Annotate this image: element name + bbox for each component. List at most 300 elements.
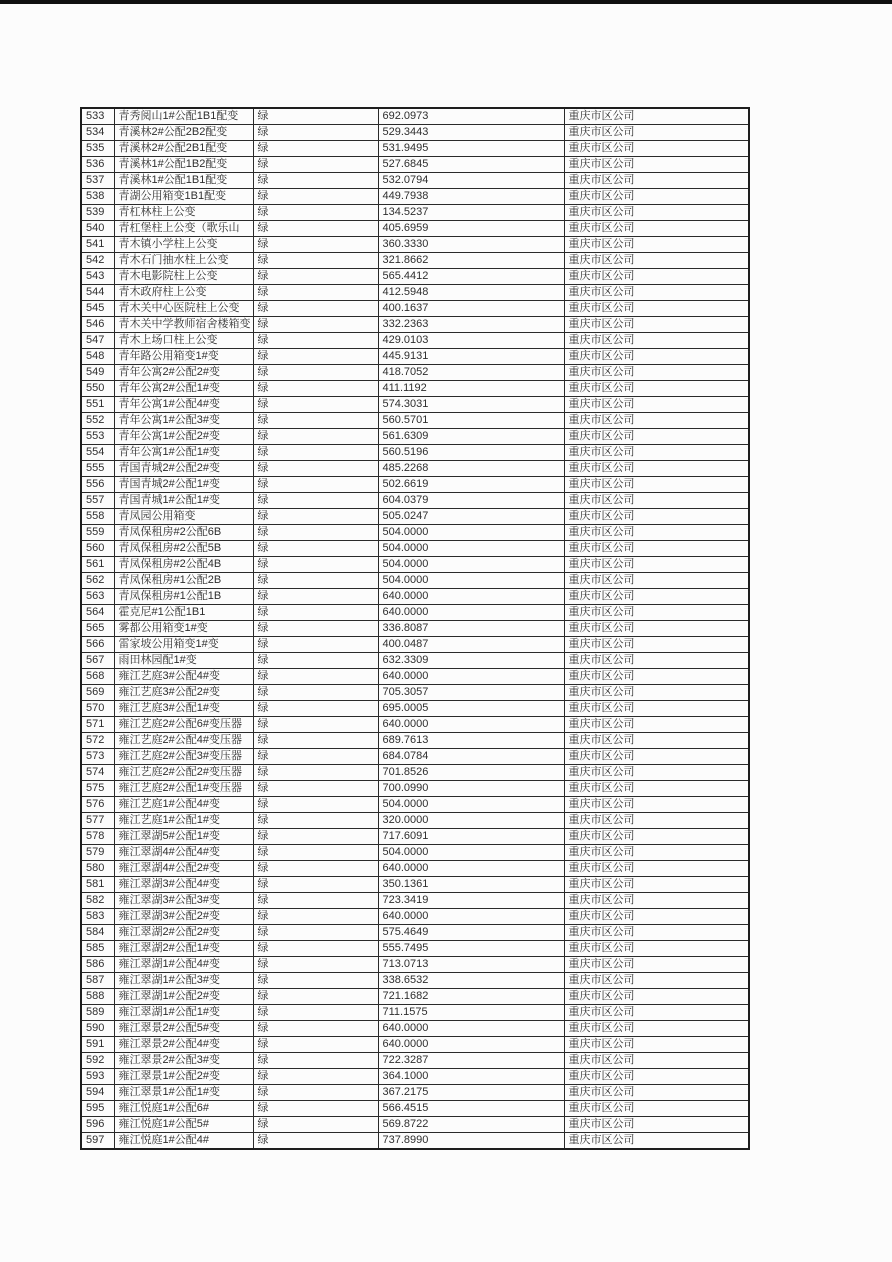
- table-row: [81, 205, 749, 221]
- cell-serial: 537: [81, 173, 114, 189]
- cell-company: 重庆市区公司: [564, 173, 749, 189]
- table-row: [81, 285, 749, 301]
- cell-name: 青凤保租房#1公配1B: [114, 589, 253, 605]
- cell-status: 绿: [253, 429, 378, 445]
- cell-serial: 538: [81, 189, 114, 205]
- cell-serial: 560: [81, 541, 114, 557]
- cell-company: 重庆市区公司: [564, 685, 749, 701]
- cell-company: 重庆市区公司: [564, 669, 749, 685]
- table-row: [81, 941, 749, 957]
- table-row: [81, 813, 749, 829]
- table-row: [81, 909, 749, 925]
- table-row: [81, 429, 749, 445]
- cell-status: 绿: [253, 525, 378, 541]
- table-row: [81, 717, 749, 733]
- table-row: [81, 461, 749, 477]
- table-row: [81, 1117, 749, 1133]
- cell-serial: 584: [81, 925, 114, 941]
- cell-name: 雍江翠湖2#公配2#变: [114, 925, 253, 941]
- cell-company: 重庆市区公司: [564, 269, 749, 285]
- cell-name: 雍江艺庭3#公配4#变: [114, 669, 253, 685]
- table-row: [81, 973, 749, 989]
- cell-status: 绿: [253, 637, 378, 653]
- cell-status: 绿: [253, 173, 378, 189]
- cell-serial: 558: [81, 509, 114, 525]
- table-row: [81, 509, 749, 525]
- cell-name: 青木政府柱上公变: [114, 285, 253, 301]
- cell-name: 青年公寓1#公配1#变: [114, 445, 253, 461]
- cell-name: 雍江艺庭2#公配4#变压器: [114, 733, 253, 749]
- cell-company: 重庆市区公司: [564, 1085, 749, 1101]
- cell-value: 527.6845: [378, 157, 564, 173]
- cell-status: 绿: [253, 669, 378, 685]
- cell-status: 绿: [253, 1133, 378, 1150]
- table-row: [81, 237, 749, 253]
- cell-name: 雍江翠景2#公配4#变: [114, 1037, 253, 1053]
- cell-status: 绿: [253, 605, 378, 621]
- cell-serial: 541: [81, 237, 114, 253]
- cell-company: 重庆市区公司: [564, 477, 749, 493]
- cell-company: 重庆市区公司: [564, 237, 749, 253]
- cell-value: 689.7613: [378, 733, 564, 749]
- cell-name: 青凤保租房#2公配4B: [114, 557, 253, 573]
- cell-company: 重庆市区公司: [564, 541, 749, 557]
- cell-serial: 570: [81, 701, 114, 717]
- cell-name: 雍江翠景1#公配2#变: [114, 1069, 253, 1085]
- cell-value: 721.1682: [378, 989, 564, 1005]
- cell-value: 684.0784: [378, 749, 564, 765]
- cell-name: 青溪林2#公配2B2配变: [114, 125, 253, 141]
- cell-status: 绿: [253, 157, 378, 173]
- cell-company: 重庆市区公司: [564, 749, 749, 765]
- cell-company: 重庆市区公司: [564, 573, 749, 589]
- cell-value: 400.0487: [378, 637, 564, 653]
- table-row: [81, 893, 749, 909]
- cell-serial: 577: [81, 813, 114, 829]
- cell-company: 重庆市区公司: [564, 989, 749, 1005]
- cell-value: 529.3443: [378, 125, 564, 141]
- table-row: [81, 797, 749, 813]
- cell-name: 雍江翠湖4#公配2#变: [114, 861, 253, 877]
- table-row: [81, 301, 749, 317]
- cell-company: 重庆市区公司: [564, 861, 749, 877]
- cell-status: 绿: [253, 221, 378, 237]
- cell-serial: 588: [81, 989, 114, 1005]
- cell-serial: 578: [81, 829, 114, 845]
- table-row: [81, 925, 749, 941]
- cell-value: 569.8722: [378, 1117, 564, 1133]
- cell-serial: 572: [81, 733, 114, 749]
- cell-value: 532.0794: [378, 173, 564, 189]
- cell-status: 绿: [253, 781, 378, 797]
- cell-status: 绿: [253, 733, 378, 749]
- cell-serial: 574: [81, 765, 114, 781]
- cell-company: 重庆市区公司: [564, 973, 749, 989]
- cell-status: 绿: [253, 717, 378, 733]
- cell-serial: 595: [81, 1101, 114, 1117]
- table-row: [81, 733, 749, 749]
- cell-serial: 557: [81, 493, 114, 509]
- cell-company: 重庆市区公司: [564, 525, 749, 541]
- cell-serial: 569: [81, 685, 114, 701]
- cell-status: 绿: [253, 237, 378, 253]
- cell-status: 绿: [253, 861, 378, 877]
- cell-serial: 555: [81, 461, 114, 477]
- cell-value: 320.0000: [378, 813, 564, 829]
- cell-status: 绿: [253, 829, 378, 845]
- cell-serial: 573: [81, 749, 114, 765]
- table-row: [81, 541, 749, 557]
- cell-company: 重庆市区公司: [564, 461, 749, 477]
- cell-status: 绿: [253, 589, 378, 605]
- table-row: [81, 957, 749, 973]
- cell-status: 绿: [253, 941, 378, 957]
- table-row: [81, 1101, 749, 1117]
- cell-serial: 556: [81, 477, 114, 493]
- cell-status: 绿: [253, 813, 378, 829]
- cell-status: 绿: [253, 909, 378, 925]
- cell-serial: 564: [81, 605, 114, 621]
- table-row: [81, 333, 749, 349]
- cell-value: 574.3031: [378, 397, 564, 413]
- cell-serial: 594: [81, 1085, 114, 1101]
- cell-status: 绿: [253, 445, 378, 461]
- cell-name: 雍江翠湖3#公配2#变: [114, 909, 253, 925]
- table-row: [81, 621, 749, 637]
- table-row: [81, 1133, 749, 1150]
- cell-name: 雍江艺庭2#公配3#变压器: [114, 749, 253, 765]
- cell-value: 411.1192: [378, 381, 564, 397]
- cell-name: 青国青城2#公配2#变: [114, 461, 253, 477]
- cell-value: 504.0000: [378, 845, 564, 861]
- cell-status: 绿: [253, 317, 378, 333]
- cell-value: 737.8990: [378, 1133, 564, 1150]
- cell-name: 青溪林1#公配1B1配变: [114, 173, 253, 189]
- cell-company: 重庆市区公司: [564, 317, 749, 333]
- cell-value: 321.8662: [378, 253, 564, 269]
- cell-company: 重庆市区公司: [564, 1101, 749, 1117]
- cell-status: 绿: [253, 1037, 378, 1053]
- cell-value: 485.2268: [378, 461, 564, 477]
- cell-status: 绿: [253, 1101, 378, 1117]
- cell-name: 霍克尼#1公配1B1: [114, 605, 253, 621]
- cell-value: 560.5196: [378, 445, 564, 461]
- cell-name: 青年公寓2#公配2#变: [114, 365, 253, 381]
- cell-company: 重庆市区公司: [564, 909, 749, 925]
- cell-company: 重庆市区公司: [564, 829, 749, 845]
- cell-name: 雍江翠景2#公配3#变: [114, 1053, 253, 1069]
- cell-company: 重庆市区公司: [564, 253, 749, 269]
- cell-company: 重庆市区公司: [564, 1021, 749, 1037]
- cell-serial: 589: [81, 1005, 114, 1021]
- cell-name: 青木关中心医院柱上公变: [114, 301, 253, 317]
- cell-company: 重庆市区公司: [564, 189, 749, 205]
- cell-name: 青凤保租房#2公配5B: [114, 541, 253, 557]
- cell-value: 695.0005: [378, 701, 564, 717]
- cell-company: 重庆市区公司: [564, 589, 749, 605]
- cell-company: 重庆市区公司: [564, 413, 749, 429]
- cell-serial: 592: [81, 1053, 114, 1069]
- cell-status: 绿: [253, 125, 378, 141]
- table-row: [81, 685, 749, 701]
- cell-value: 692.0973: [378, 108, 564, 125]
- cell-company: 重庆市区公司: [564, 1069, 749, 1085]
- cell-status: 绿: [253, 461, 378, 477]
- cell-value: 561.6309: [378, 429, 564, 445]
- cell-status: 绿: [253, 253, 378, 269]
- cell-name: 青木电影院柱上公变: [114, 269, 253, 285]
- cell-serial: 559: [81, 525, 114, 541]
- cell-value: 640.0000: [378, 669, 564, 685]
- cell-value: 566.4515: [378, 1101, 564, 1117]
- cell-status: 绿: [253, 1005, 378, 1021]
- cell-company: 重庆市区公司: [564, 1037, 749, 1053]
- cell-status: 绿: [253, 108, 378, 125]
- cell-serial: 534: [81, 125, 114, 141]
- cell-name: 雍江翠湖5#公配1#变: [114, 829, 253, 845]
- cell-company: 重庆市区公司: [564, 429, 749, 445]
- cell-company: 重庆市区公司: [564, 733, 749, 749]
- cell-company: 重庆市区公司: [564, 813, 749, 829]
- cell-name: 雍江翠湖3#公配3#变: [114, 893, 253, 909]
- cell-serial: 566: [81, 637, 114, 653]
- cell-serial: 567: [81, 653, 114, 669]
- cell-company: 重庆市区公司: [564, 381, 749, 397]
- table-row: [81, 877, 749, 893]
- cell-value: 504.0000: [378, 797, 564, 813]
- cell-serial: 576: [81, 797, 114, 813]
- cell-name: 雍江翠景2#公配5#变: [114, 1021, 253, 1037]
- table-row: [81, 1037, 749, 1053]
- table-row: [81, 141, 749, 157]
- cell-value: 705.3057: [378, 685, 564, 701]
- cell-name: 雍江翠湖4#公配4#变: [114, 845, 253, 861]
- cell-name: 雍江翠景1#公配1#变: [114, 1085, 253, 1101]
- cell-value: 575.4649: [378, 925, 564, 941]
- cell-status: 绿: [253, 205, 378, 221]
- cell-status: 绿: [253, 621, 378, 637]
- cell-company: 重庆市区公司: [564, 285, 749, 301]
- cell-status: 绿: [253, 893, 378, 909]
- cell-value: 640.0000: [378, 1021, 564, 1037]
- cell-name: 雍江艺庭1#公配1#变: [114, 813, 253, 829]
- cell-value: 713.0713: [378, 957, 564, 973]
- cell-value: 364.1000: [378, 1069, 564, 1085]
- table-row: [81, 173, 749, 189]
- cell-value: 700.0990: [378, 781, 564, 797]
- cell-name: 雍江翠湖1#公配1#变: [114, 1005, 253, 1021]
- table-row: [81, 653, 749, 669]
- cell-serial: 587: [81, 973, 114, 989]
- cell-serial: 543: [81, 269, 114, 285]
- cell-status: 绿: [253, 493, 378, 509]
- cell-serial: 547: [81, 333, 114, 349]
- cell-name: 青木石门抽水柱上公变: [114, 253, 253, 269]
- cell-name: 雍江艺庭1#公配4#变: [114, 797, 253, 813]
- table-row: [81, 1085, 749, 1101]
- cell-name: 雍江翠湖1#公配4#变: [114, 957, 253, 973]
- cell-value: 134.5237: [378, 205, 564, 221]
- cell-status: 绿: [253, 285, 378, 301]
- table-row: [81, 989, 749, 1005]
- cell-status: 绿: [253, 557, 378, 573]
- cell-company: 重庆市区公司: [564, 957, 749, 973]
- cell-value: 367.2175: [378, 1085, 564, 1101]
- cell-name: 青秀阅山1#公配1B1配变: [114, 108, 253, 125]
- cell-company: 重庆市区公司: [564, 125, 749, 141]
- cell-company: 重庆市区公司: [564, 877, 749, 893]
- cell-name: 雍江翠湖1#公配3#变: [114, 973, 253, 989]
- table-row: [81, 269, 749, 285]
- cell-company: 重庆市区公司: [564, 301, 749, 317]
- cell-value: 350.1361: [378, 877, 564, 893]
- cell-company: 重庆市区公司: [564, 1117, 749, 1133]
- cell-company: 重庆市区公司: [564, 621, 749, 637]
- cell-company: 重庆市区公司: [564, 157, 749, 173]
- table-row: [81, 829, 749, 845]
- cell-serial: 553: [81, 429, 114, 445]
- table-row: [81, 253, 749, 269]
- cell-company: 重庆市区公司: [564, 1133, 749, 1150]
- cell-status: 绿: [253, 397, 378, 413]
- cell-serial: 579: [81, 845, 114, 861]
- cell-status: 绿: [253, 541, 378, 557]
- cell-value: 405.6959: [378, 221, 564, 237]
- cell-status: 绿: [253, 701, 378, 717]
- cell-name: 雍江艺庭3#公配1#变: [114, 701, 253, 717]
- cell-value: 412.5948: [378, 285, 564, 301]
- cell-serial: 580: [81, 861, 114, 877]
- table-row: [81, 189, 749, 205]
- cell-company: 重庆市区公司: [564, 557, 749, 573]
- table-row: [81, 221, 749, 237]
- table-row: [81, 573, 749, 589]
- cell-company: 重庆市区公司: [564, 205, 749, 221]
- cell-name: 青溪林1#公配1B2配变: [114, 157, 253, 173]
- cell-status: 绿: [253, 269, 378, 285]
- cell-company: 重庆市区公司: [564, 509, 749, 525]
- cell-status: 绿: [253, 365, 378, 381]
- cell-serial: 571: [81, 717, 114, 733]
- table-row: [81, 589, 749, 605]
- cell-value: 418.7052: [378, 365, 564, 381]
- cell-company: 重庆市区公司: [564, 765, 749, 781]
- cell-status: 绿: [253, 509, 378, 525]
- cell-status: 绿: [253, 477, 378, 493]
- cell-name: 雾都公用箱变1#变: [114, 621, 253, 637]
- cell-company: 重庆市区公司: [564, 141, 749, 157]
- cell-value: 560.5701: [378, 413, 564, 429]
- transformer-table: [80, 107, 750, 1150]
- cell-status: 绿: [253, 957, 378, 973]
- cell-serial: 548: [81, 349, 114, 365]
- cell-serial: 581: [81, 877, 114, 893]
- cell-name: 雍江翠湖3#公配4#变: [114, 877, 253, 893]
- cell-value: 640.0000: [378, 1037, 564, 1053]
- cell-value: 632.3309: [378, 653, 564, 669]
- table-row: [81, 365, 749, 381]
- cell-company: 重庆市区公司: [564, 893, 749, 909]
- cell-company: 重庆市区公司: [564, 333, 749, 349]
- cell-serial: 535: [81, 141, 114, 157]
- cell-name: 雍江翠湖1#公配2#变: [114, 989, 253, 1005]
- cell-status: 绿: [253, 381, 378, 397]
- cell-serial: 568: [81, 669, 114, 685]
- table-row: [81, 701, 749, 717]
- cell-status: 绿: [253, 349, 378, 365]
- cell-status: 绿: [253, 573, 378, 589]
- cell-name: 青杠林柱上公变: [114, 205, 253, 221]
- cell-serial: 546: [81, 317, 114, 333]
- cell-value: 336.8087: [378, 621, 564, 637]
- table-row: [81, 157, 749, 173]
- cell-status: 绿: [253, 1085, 378, 1101]
- cell-company: 重庆市区公司: [564, 717, 749, 733]
- cell-name: 雍江艺庭2#公配2#变压器: [114, 765, 253, 781]
- table-row: [81, 381, 749, 397]
- cell-serial: 539: [81, 205, 114, 221]
- cell-company: 重庆市区公司: [564, 349, 749, 365]
- cell-status: 绿: [253, 333, 378, 349]
- cell-value: 504.0000: [378, 541, 564, 557]
- table-row: [81, 525, 749, 541]
- cell-company: 重庆市区公司: [564, 925, 749, 941]
- cell-serial: 542: [81, 253, 114, 269]
- cell-serial: 565: [81, 621, 114, 637]
- cell-value: 640.0000: [378, 717, 564, 733]
- cell-value: 640.0000: [378, 909, 564, 925]
- cell-name: 青年公寓1#公配4#变: [114, 397, 253, 413]
- cell-company: 重庆市区公司: [564, 1053, 749, 1069]
- cell-serial: 536: [81, 157, 114, 173]
- cell-status: 绿: [253, 1069, 378, 1085]
- cell-name: 青木关中学教师宿舍楼箱变: [114, 317, 253, 333]
- cell-name: 雨田林园配1#变: [114, 653, 253, 669]
- cell-serial: 586: [81, 957, 114, 973]
- cell-value: 555.7495: [378, 941, 564, 957]
- table-row: [81, 605, 749, 621]
- cell-status: 绿: [253, 877, 378, 893]
- cell-serial: 591: [81, 1037, 114, 1053]
- cell-value: 504.0000: [378, 525, 564, 541]
- cell-name: 青国青城2#公配1#变: [114, 477, 253, 493]
- table-row: [81, 397, 749, 413]
- cell-value: 332.2363: [378, 317, 564, 333]
- page-top-rule: [0, 0, 892, 4]
- cell-serial: 540: [81, 221, 114, 237]
- table-row: [81, 317, 749, 333]
- table-row: [81, 413, 749, 429]
- cell-serial: 585: [81, 941, 114, 957]
- table-row: [81, 1021, 749, 1037]
- cell-name: 青凤保租房#2公配6B: [114, 525, 253, 541]
- cell-serial: 550: [81, 381, 114, 397]
- cell-status: 绿: [253, 1117, 378, 1133]
- table-row: [81, 845, 749, 861]
- table-row: [81, 349, 749, 365]
- cell-company: 重庆市区公司: [564, 781, 749, 797]
- cell-value: 717.6091: [378, 829, 564, 845]
- table-row: [81, 445, 749, 461]
- cell-company: 重庆市区公司: [564, 653, 749, 669]
- cell-value: 502.6619: [378, 477, 564, 493]
- table-row: [81, 125, 749, 141]
- cell-status: 绿: [253, 1053, 378, 1069]
- cell-serial: 562: [81, 573, 114, 589]
- cell-name: 雍江悦庭1#公配6#: [114, 1101, 253, 1117]
- cell-serial: 533: [81, 108, 114, 125]
- cell-company: 重庆市区公司: [564, 797, 749, 813]
